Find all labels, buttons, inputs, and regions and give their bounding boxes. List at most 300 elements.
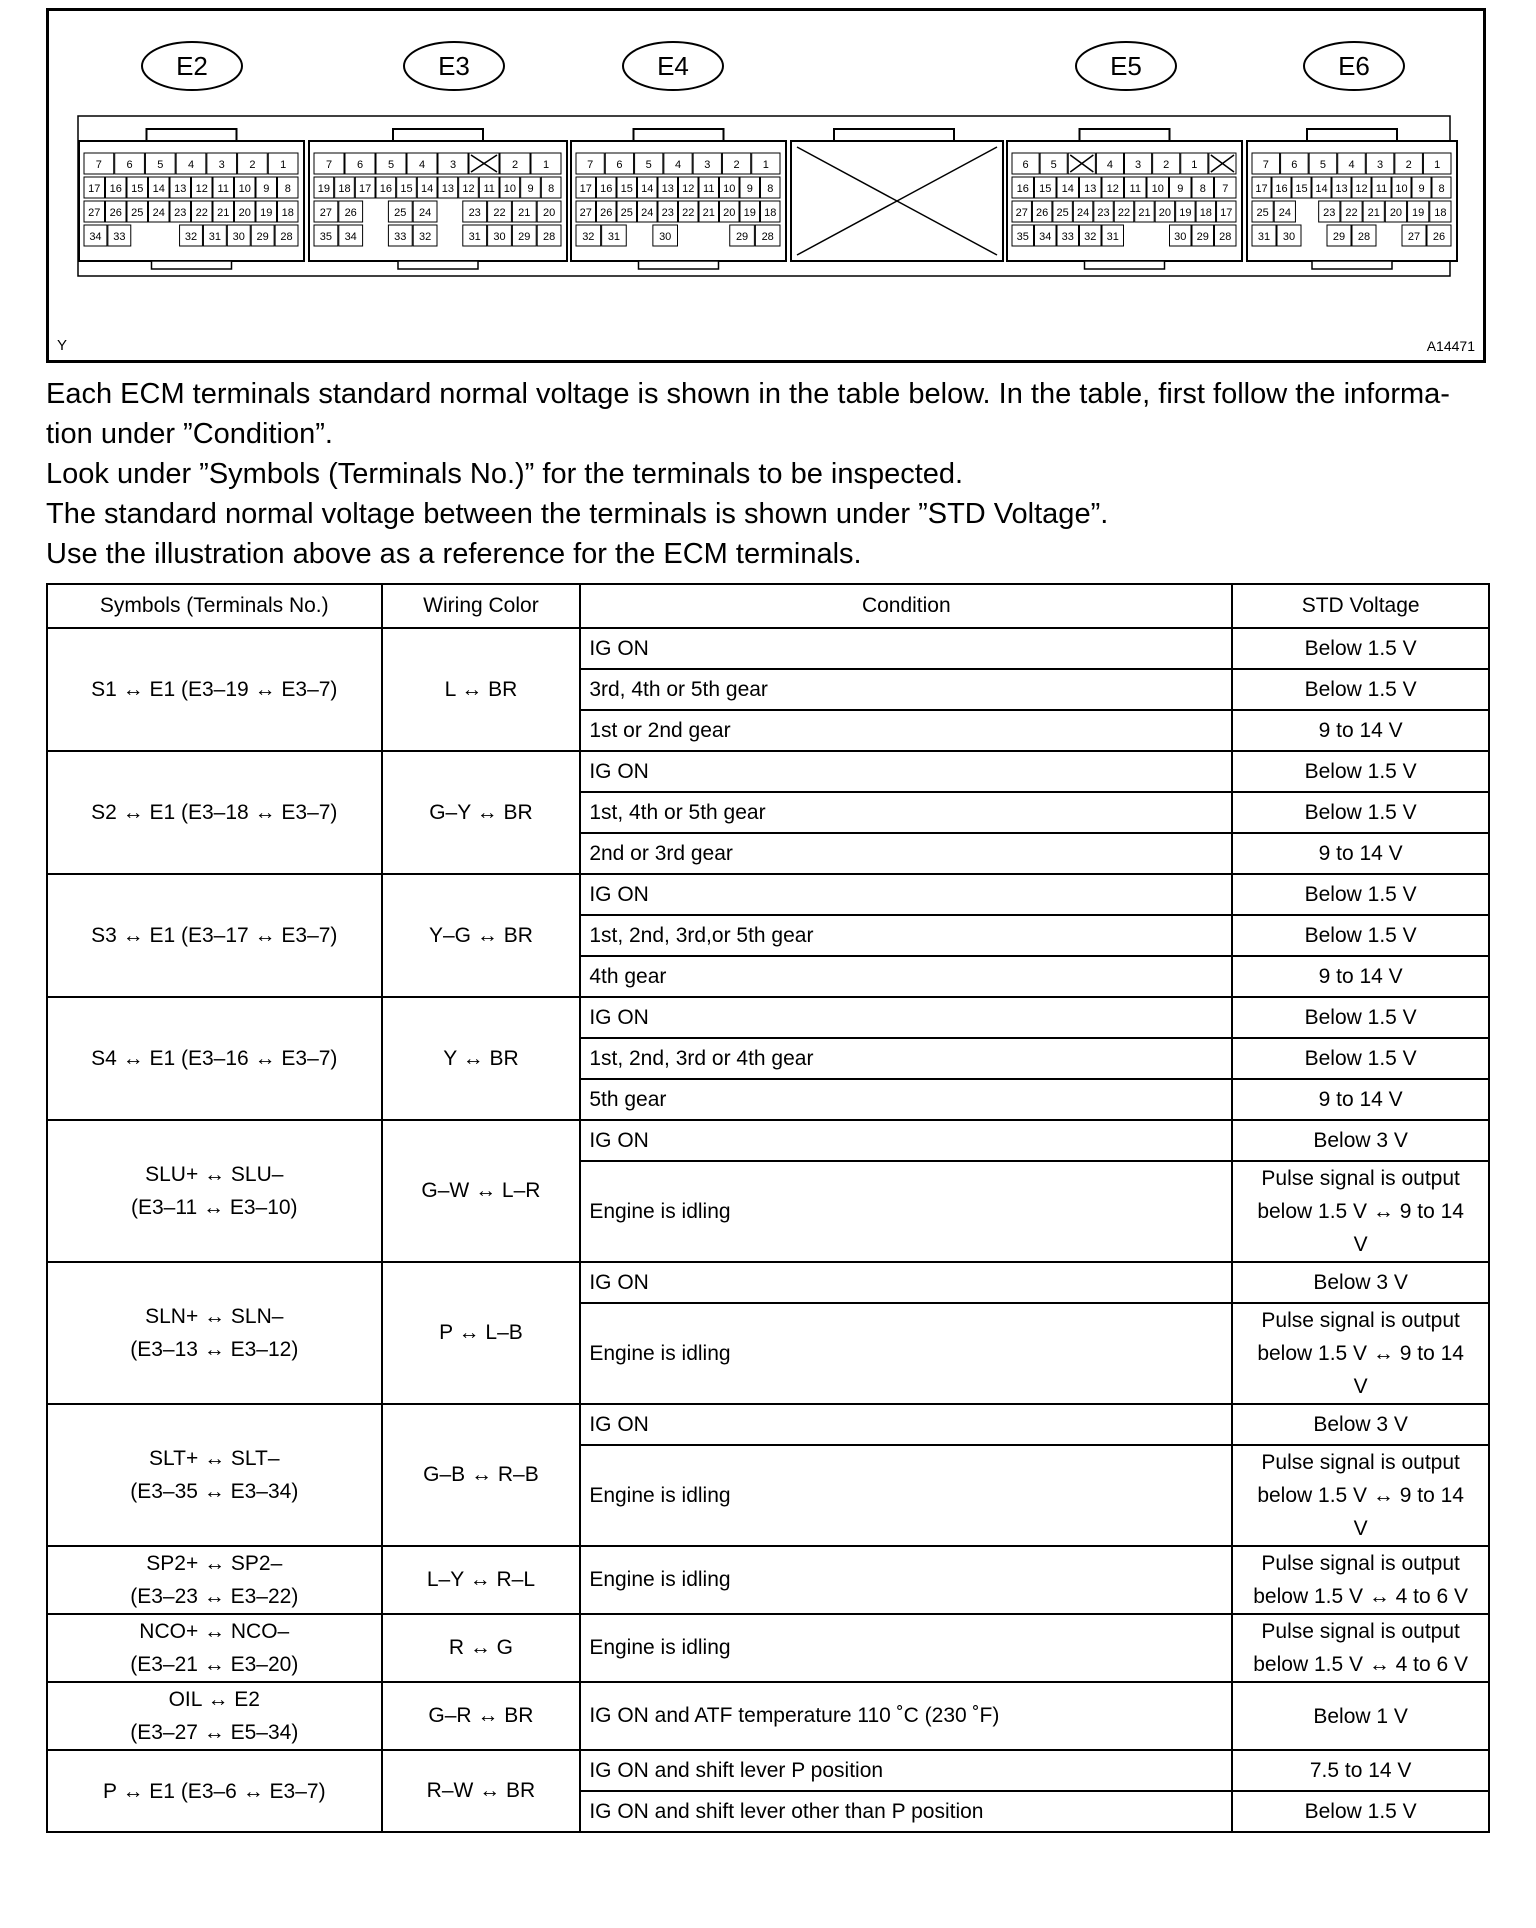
pin-number: 27: [579, 207, 592, 219]
pin-number: 16: [600, 183, 613, 195]
pin-number: 13: [1335, 183, 1348, 195]
symbol-cell: [47, 1262, 382, 1404]
pin-number: 24: [641, 207, 654, 219]
condition-cell: 5th gear: [580, 1079, 1232, 1120]
std-voltage-text: Below 1.5 V: [1304, 801, 1417, 824]
pin-number: 32: [582, 231, 595, 243]
pin-number: 20: [1389, 207, 1403, 219]
pin-number: 24: [418, 207, 432, 219]
pin-number: 7: [95, 159, 102, 171]
pin-number: 6: [126, 159, 133, 171]
wiring-color-cell: L ↔ BR: [382, 628, 581, 751]
std-voltage-text: Pulse signal is output: [1261, 1309, 1460, 1332]
pin-number: 4: [418, 159, 426, 171]
pin-number: 24: [152, 207, 165, 219]
pin-number: 8: [767, 183, 774, 195]
std-voltage-text: Below 3 V: [1313, 1271, 1408, 1294]
wiring-color-cell: G–R ↔ BR: [382, 1682, 581, 1750]
pin-number: 23: [1323, 207, 1336, 219]
std-voltage-text: 7.5 to 14 V: [1309, 1759, 1412, 1782]
ecm-terminal-voltage-table: [46, 583, 1490, 1833]
wiring-color-cell: G–B ↔ R–B: [382, 1404, 581, 1546]
ecm-connector-diagram: [49, 11, 1483, 360]
condition-cell: IG ON and ATF temperature 110 ˚C (230 ˚F): [580, 1682, 1232, 1750]
condition-cell: Engine is idling: [580, 1614, 1232, 1682]
pin-number: 14: [641, 183, 654, 195]
symbol-cell: [47, 1120, 382, 1262]
pin-number: 19: [260, 207, 273, 219]
connector-label-text: E4: [657, 51, 689, 81]
condition-cell: IG ON: [580, 1404, 1232, 1445]
pin-number: 29: [1332, 231, 1346, 243]
condition-cell: IG ON: [580, 874, 1232, 915]
pin-number: 3: [1135, 159, 1142, 171]
connector-latch: [1307, 129, 1397, 141]
figure-id: A14471: [1426, 338, 1475, 354]
condition-cell: 2nd or 3rd gear: [580, 833, 1232, 874]
pin-number: 2: [733, 159, 740, 171]
connector-latch: [393, 129, 483, 141]
std-voltage-text: below 1.5 V ↔ 9 to 14: [1257, 1342, 1464, 1365]
table-row: [47, 1120, 1489, 1161]
std-voltage-text: Below 3 V: [1313, 1413, 1408, 1436]
pin-number: 25: [620, 207, 633, 219]
table-row: [47, 1682, 1489, 1750]
pin-number: 15: [400, 183, 413, 195]
connector-key: [152, 261, 232, 269]
pin-number: 12: [1355, 183, 1368, 195]
pin-number: 12: [462, 183, 475, 195]
std-voltage-text: 9 to 14 V: [1318, 1088, 1403, 1111]
pin-number: 17: [88, 183, 101, 195]
connector-key: [639, 261, 719, 269]
pin-number: 12: [682, 183, 695, 195]
pin-number: 28: [1357, 231, 1371, 243]
connector-latch: [634, 129, 724, 141]
connector-key: [1312, 261, 1392, 269]
std-voltage-cell: [1232, 792, 1489, 833]
table-row: [47, 628, 1489, 669]
header-std-voltage: STD Voltage: [1232, 584, 1489, 628]
pin-number: 4: [1106, 159, 1113, 171]
std-voltage-cell: [1232, 1404, 1489, 1445]
pin-number: 14: [1315, 183, 1328, 195]
std-voltage-text: Below 1.5 V: [1304, 883, 1417, 906]
pin-number: 28: [542, 231, 556, 243]
pin-number: 29: [256, 231, 269, 243]
std-voltage-text: Pulse signal is output: [1261, 1552, 1460, 1575]
pin-number: 26: [344, 207, 357, 219]
pin-number: 23: [174, 207, 187, 219]
pin-number: 30: [232, 231, 245, 243]
blank-connector-latch: [834, 129, 954, 141]
symbol-text: (E3–27 ↔ E5–34): [130, 1721, 299, 1744]
wiring-color-cell: Y ↔ BR: [382, 997, 581, 1120]
header-condition: Condition: [580, 584, 1232, 628]
std-voltage-text: Below 1.5 V: [1304, 760, 1417, 783]
pin-number: 27: [319, 207, 333, 219]
pin-number: 18: [1199, 207, 1212, 219]
pin-number: 10: [1151, 183, 1164, 195]
connector-key: [1085, 261, 1165, 269]
std-voltage-cell: [1232, 1682, 1489, 1750]
pin-number: 31: [468, 231, 481, 243]
pin-number: 6: [1022, 159, 1029, 171]
std-voltage-cell: [1232, 1161, 1489, 1262]
header-wiring-color: Wiring Color: [382, 584, 581, 628]
table-row: [47, 1262, 1489, 1303]
symbol-text: P ↔ E1 (E3–6 ↔ E3–7): [103, 1779, 326, 1803]
std-voltage-text: below 1.5 V ↔ 9 to 14: [1257, 1200, 1464, 1223]
pin-number: 11: [703, 183, 715, 195]
std-voltage-cell: [1232, 1546, 1489, 1614]
pin-number: 10: [723, 183, 736, 195]
table-row: [47, 1750, 1489, 1791]
pin-number: 3: [1377, 159, 1384, 171]
pin-number: 13: [441, 183, 454, 195]
pin-number: 8: [1438, 183, 1445, 195]
symbol-cell: [47, 874, 382, 997]
pin-number: 16: [1016, 183, 1029, 195]
symbol-cell: [47, 997, 382, 1120]
pin-number: 7: [325, 159, 333, 171]
pin-number: 19: [1179, 207, 1192, 219]
table-header-row: [47, 584, 1489, 628]
symbol-cell: [47, 751, 382, 874]
std-voltage-cell: [1232, 1262, 1489, 1303]
pin-number: 4: [1348, 159, 1355, 171]
symbol-text: SLT+ ↔ SLT–: [149, 1447, 280, 1470]
condition-cell: IG ON and shift lever other than P position: [580, 1791, 1232, 1832]
pin-number: 8: [284, 183, 291, 195]
std-voltage-cell: [1232, 1079, 1489, 1120]
pin-number: 32: [1084, 231, 1097, 243]
pin-number: 4: [674, 159, 682, 171]
pin-number: 6: [616, 159, 623, 171]
pin-number: 31: [1106, 231, 1119, 243]
pin-number: 13: [1084, 183, 1097, 195]
condition-cell: Engine is idling: [580, 1445, 1232, 1546]
pin-number: 32: [184, 231, 198, 243]
condition-cell: IG ON: [580, 997, 1232, 1038]
pin-number: 9: [263, 183, 270, 195]
pin-number: 18: [1434, 207, 1447, 219]
symbol-text: S2 ↔ E1 (E3–18 ↔ E3–7): [91, 801, 338, 824]
pin-number: 12: [1106, 183, 1119, 195]
pin-number: 2: [249, 159, 256, 171]
symbol-text: S1 ↔ E1 (E3–19 ↔ E3–7): [91, 678, 338, 701]
wiring-color-cell: R ↔ G: [382, 1614, 581, 1682]
std-voltage-text: Below 1.5 V: [1304, 1006, 1417, 1029]
pin-number: 21: [1367, 207, 1380, 219]
figure-corner-label: Y: [57, 337, 68, 354]
pin-number: 15: [1039, 183, 1052, 195]
condition-cell: Engine is idling: [580, 1161, 1232, 1262]
pin-number: 26: [600, 207, 613, 219]
wiring-color-cell: G–Y ↔ BR: [382, 751, 581, 874]
pin-number: 14: [152, 183, 165, 195]
pin-number: 30: [1174, 231, 1187, 243]
intro-line: tion under ”Condition”.: [46, 418, 333, 450]
intro-line: Each ECM terminals standard normal voltage is shown in the table below. In the table, first follow the informa-: [46, 378, 1450, 410]
std-voltage-text: Pulse signal is output: [1261, 1167, 1460, 1190]
intro-line: Use the illustration above as a reference for the ECM terminals.: [46, 538, 862, 570]
condition-cell: 1st, 4th or 5th gear: [580, 792, 1232, 833]
pin-number: 7: [587, 159, 594, 171]
pin-number: 27: [1407, 231, 1421, 243]
std-voltage-cell: [1232, 669, 1489, 710]
symbol-cell: [47, 1546, 382, 1614]
std-voltage-text: V: [1353, 1517, 1368, 1540]
intro-text: [46, 374, 1490, 574]
pin-number: 30: [493, 231, 506, 243]
std-voltage-text: 9 to 14 V: [1318, 719, 1403, 742]
pin-number: 28: [280, 231, 293, 243]
symbol-text: (E3–23 ↔ E3–22): [130, 1585, 299, 1608]
condition-cell: 1st, 2nd, 3rd or 4th gear: [580, 1038, 1232, 1079]
pin-number: 19: [1412, 207, 1425, 219]
pin-number: 7: [1262, 159, 1269, 171]
condition-cell: 1st, 2nd, 3rd,or 5th gear: [580, 915, 1232, 956]
pin-number: 11: [1129, 183, 1141, 195]
pin-number: 25: [1256, 207, 1269, 219]
table-row: [47, 751, 1489, 792]
pin-number: 35: [319, 231, 333, 243]
pin-number: 5: [645, 159, 652, 171]
symbol-text: S4 ↔ E1 (E3–16 ↔ E3–7): [91, 1047, 338, 1070]
pin-number: 6: [356, 159, 364, 171]
pin-number: 17: [1255, 183, 1268, 195]
pin-number: 27: [1015, 207, 1028, 219]
pin-number: 23: [1097, 207, 1110, 219]
std-voltage-cell: [1232, 1038, 1489, 1079]
pin-number: 29: [518, 231, 531, 243]
pin-number: 24: [1076, 207, 1090, 219]
pin-number: 21: [702, 207, 715, 219]
pin-number: 17: [359, 183, 372, 195]
std-voltage-cell: [1232, 956, 1489, 997]
std-voltage-cell: [1232, 628, 1489, 669]
std-voltage-text: Below 1.5 V: [1304, 637, 1417, 660]
pin-number: 1: [542, 159, 550, 171]
std-voltage-text: Pulse signal is output: [1261, 1451, 1460, 1474]
pin-number: 18: [338, 183, 351, 195]
symbol-text: SP2+ ↔ SP2–: [146, 1552, 283, 1575]
std-voltage-text: below 1.5 V ↔ 9 to 14: [1257, 1484, 1464, 1507]
wiring-color-cell: Y–G ↔ BR: [382, 874, 581, 997]
pin-number: 14: [421, 183, 434, 195]
pin-number: 33: [113, 231, 126, 243]
pin-number: 19: [317, 183, 330, 195]
pin-number: 9: [1418, 183, 1425, 195]
pin-number: 17: [1220, 207, 1233, 219]
connector-key: [398, 261, 478, 269]
pin-number: 9: [1177, 183, 1184, 195]
pin-number: 15: [620, 183, 633, 195]
pin-number: 22: [493, 207, 506, 219]
pin-number: 21: [518, 207, 531, 219]
pin-number: 30: [1282, 231, 1296, 243]
pin-number: 10: [503, 183, 516, 195]
pin-number: 4: [187, 159, 195, 171]
pin-number: 25: [131, 207, 144, 219]
symbol-text: SLU+ ↔ SLU–: [145, 1163, 284, 1186]
table-row: [47, 1546, 1489, 1614]
pin-number: 14: [1061, 183, 1074, 195]
pin-number: 8: [548, 183, 555, 195]
std-voltage-cell: [1232, 751, 1489, 792]
pin-number: 27: [88, 207, 101, 219]
pin-number: 32: [418, 231, 432, 243]
condition-cell: IG ON: [580, 628, 1232, 669]
symbol-cell: [47, 1750, 382, 1832]
pin-number: 29: [1196, 231, 1209, 243]
pin-number: 12: [195, 183, 208, 195]
symbol-text: (E3–13 ↔ E3–12): [130, 1338, 299, 1361]
pin-number: 31: [607, 231, 621, 243]
pin-number: 28: [761, 231, 774, 243]
symbol-text: NCO+ ↔ NCO–: [139, 1620, 290, 1643]
pin-number: 18: [764, 207, 777, 219]
wiring-color-cell: R–W ↔ BR: [382, 1750, 581, 1832]
pin-number: 2: [1405, 159, 1412, 171]
std-voltage-cell: [1232, 1120, 1489, 1161]
pin-number: 22: [1345, 207, 1358, 219]
pin-number: 3: [218, 159, 225, 171]
std-voltage-text: V: [1353, 1233, 1368, 1256]
pin-number: 2: [1163, 159, 1170, 171]
connector-label-text: E6: [1338, 51, 1370, 81]
table-row: [47, 1614, 1489, 1682]
std-voltage-text: 9 to 14 V: [1318, 965, 1403, 988]
wiring-color-cell: L–Y ↔ R–L: [382, 1546, 581, 1614]
symbol-cell: [47, 1614, 382, 1682]
std-voltage-text: Below 1.5 V: [1304, 1047, 1417, 1070]
pin-number: 6: [1291, 159, 1298, 171]
pin-number: 34: [1039, 231, 1052, 243]
pin-number: 31: [208, 231, 222, 243]
pin-number: 18: [281, 207, 294, 219]
pin-number: 34: [89, 231, 102, 243]
std-voltage-text: below 1.5 V ↔ 4 to 6 V: [1253, 1653, 1469, 1676]
condition-cell: 4th gear: [580, 956, 1232, 997]
table-row: [47, 1404, 1489, 1445]
pin-number: 5: [1050, 159, 1057, 171]
connector-latch: [147, 129, 237, 141]
pin-number: 13: [661, 183, 674, 195]
pin-number: 1: [1191, 159, 1198, 171]
symbol-text: (E3–11 ↔ E3–10): [131, 1196, 298, 1219]
pin-number: 19: [743, 207, 756, 219]
pin-number: 28: [1219, 231, 1232, 243]
pin-number: 23: [468, 207, 481, 219]
table-row: [47, 997, 1489, 1038]
std-voltage-cell: [1232, 1750, 1489, 1791]
symbol-text: S3 ↔ E1 (E3–17 ↔ E3–7): [91, 924, 338, 947]
std-voltage-cell: [1232, 1791, 1489, 1832]
symbol-text: OIL ↔ E2: [168, 1688, 260, 1711]
pin-number: 17: [579, 183, 592, 195]
pin-number: 26: [109, 207, 122, 219]
pin-number: 8: [1199, 183, 1206, 195]
std-voltage-text: Below 1 V: [1313, 1704, 1408, 1728]
symbol-text: SLN+ ↔ SLN–: [145, 1305, 284, 1328]
pin-number: 1: [762, 159, 769, 171]
std-voltage-text: Below 1.5 V: [1304, 924, 1417, 947]
condition-cell: IG ON: [580, 1262, 1232, 1303]
symbol-cell: [47, 1682, 382, 1750]
pin-number: 30: [659, 231, 672, 243]
condition-cell: IG ON and shift lever P position: [580, 1750, 1232, 1791]
pin-number: 5: [387, 159, 395, 171]
symbol-text: (E3–21 ↔ E3–20): [130, 1653, 299, 1676]
std-voltage-cell: [1232, 1303, 1489, 1404]
std-voltage-cell: [1232, 1614, 1489, 1682]
std-voltage-text: V: [1353, 1375, 1368, 1398]
pin-number: 21: [1138, 207, 1151, 219]
condition-cell: Engine is idling: [580, 1546, 1232, 1614]
pin-number: 21: [217, 207, 230, 219]
std-voltage-text: 9 to 14 V: [1318, 842, 1403, 865]
pin-number: 20: [238, 207, 251, 219]
pin-number: 13: [174, 183, 187, 195]
pin-number: 22: [195, 207, 208, 219]
pin-number: 33: [1061, 231, 1074, 243]
pin-number: 9: [746, 183, 753, 195]
pin-number: 10: [1395, 183, 1408, 195]
pin-number: 23: [661, 207, 674, 219]
pin-number: 34: [344, 231, 357, 243]
pin-number: 26: [1036, 207, 1049, 219]
pin-number: 26: [1432, 231, 1446, 243]
pin-number: 25: [394, 207, 407, 219]
table-body: [47, 628, 1489, 1832]
condition-cell: 3rd, 4th or 5th gear: [580, 669, 1232, 710]
std-voltage-text: Below 3 V: [1313, 1129, 1408, 1152]
condition-cell: 1st or 2nd gear: [580, 710, 1232, 751]
pin-number: 3: [704, 159, 711, 171]
std-voltage-text: below 1.5 V ↔ 4 to 6 V: [1253, 1585, 1469, 1608]
pin-number: 2: [511, 159, 519, 171]
pin-number: 11: [217, 183, 229, 195]
table-row: [47, 874, 1489, 915]
pin-number: 35: [1016, 231, 1029, 243]
pin-number: 33: [394, 231, 407, 243]
symbol-cell: [47, 628, 382, 751]
header-symbols: Symbols (Terminals No.): [47, 584, 382, 628]
condition-cell: IG ON: [580, 751, 1232, 792]
connector-label-text: E2: [176, 51, 208, 81]
pin-number: 20: [542, 207, 556, 219]
pin-number: 24: [1278, 207, 1291, 219]
intro-line: Look under ”Symbols (Terminals No.)” for the terminals to be inspected.: [46, 458, 964, 490]
intro-line: The standard normal voltage between the terminals is shown under ”STD Voltage”.: [46, 498, 1109, 530]
pin-number: 15: [1295, 183, 1308, 195]
pin-number: 15: [131, 183, 144, 195]
ecm-connector-figure: [46, 8, 1486, 363]
pin-number: 29: [735, 231, 749, 243]
pin-number: 11: [483, 183, 495, 195]
condition-cell: Engine is idling: [580, 1303, 1232, 1404]
connector-label-text: E3: [438, 51, 470, 81]
pin-number: 1: [280, 159, 287, 171]
std-voltage-cell: [1232, 1445, 1489, 1546]
pin-number: 3: [449, 159, 457, 171]
std-voltage-cell: [1232, 833, 1489, 874]
condition-cell: IG ON: [580, 1120, 1232, 1161]
pin-number: 11: [1375, 183, 1388, 195]
std-voltage-cell: [1232, 710, 1489, 751]
